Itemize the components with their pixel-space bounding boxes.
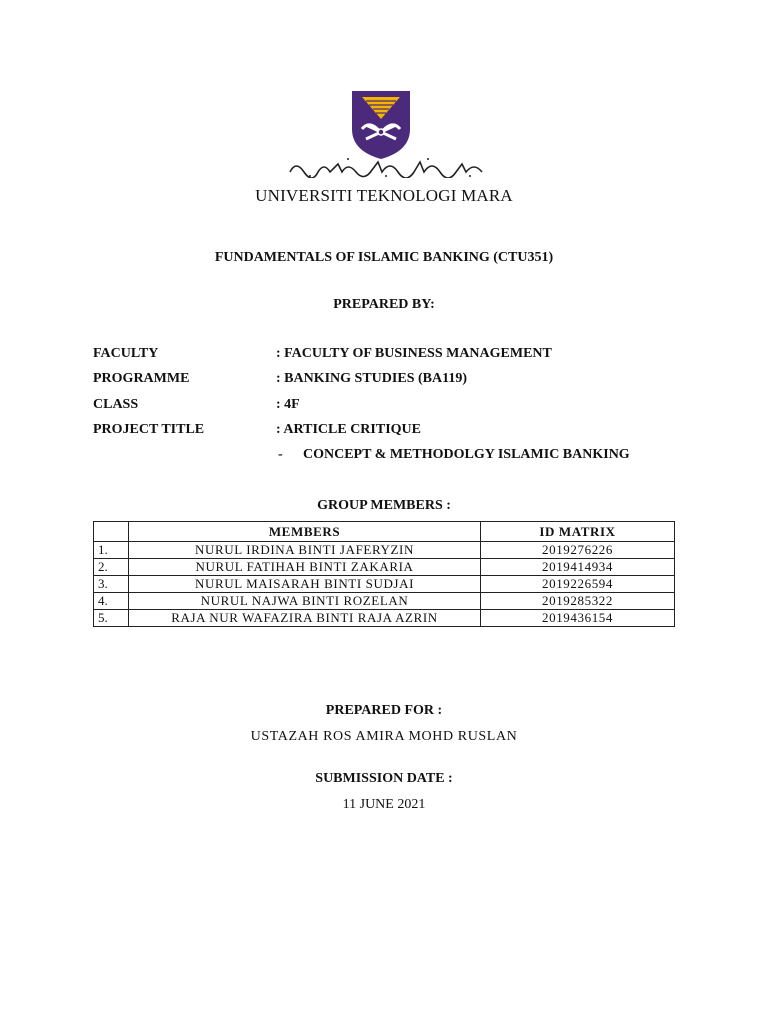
member-id: 2019285322 [481,593,675,610]
column-header-members: MEMBERS [129,522,481,542]
row-number: 3. [94,576,129,593]
university-logo [246,86,522,226]
member-name: NURUL MAISARAH BINTI SUDJAI [129,576,481,593]
group-members-heading: GROUP MEMBERS : [317,498,451,513]
member-name: RAJA NUR WAFAZIRA BINTI RAJA AZRIN [129,610,481,627]
info-value: : BANKING STUDIES (BA119) [276,371,467,386]
prepared-by-heading: PREPARED BY: [333,297,435,312]
info-value: : 4F [276,397,300,412]
submission-date-heading: SUBMISSION DATE : [315,771,453,786]
table-row [94,576,675,593]
info-value: : FACULTY OF BUSINESS MANAGEMENT [276,346,552,361]
member-id: 2019276226 [481,542,675,559]
member-name: NURUL NAJWA BINTI ROZELAN [129,593,481,610]
info-label: FACULTY [93,346,159,361]
members-table [93,521,675,627]
table-header-row [94,522,675,542]
column-header-id-matrix: ID MATRIX [481,522,675,542]
project-subtitle-text: CONCEPT & METHODOLGY ISLAMIC BANKING [303,447,630,462]
table-row [94,610,675,627]
member-id: 2019226594 [481,576,675,593]
jawi-lettering-icon [286,156,486,178]
prepared-for-heading: PREPARED FOR : [325,703,443,718]
member-name: NURUL FATIHAH BINTI ZAKARIA [129,559,481,576]
uitm-crest-icon [350,89,412,161]
info-label: PROGRAMME [93,371,190,386]
info-label: PROJECT TITLE [93,422,205,437]
row-number: 5. [94,610,129,627]
lecturer-name: USTAZAH ROS AMIRA MOHD RUSLAN [250,729,518,744]
table-row [94,593,675,610]
info-value: : ARTICLE CRITIQUE [276,422,421,437]
bullet-dash: - [278,447,283,462]
member-id: 2019436154 [481,610,675,627]
submission-date: 11 JUNE 2021 [342,797,426,812]
column-header-no [94,522,129,542]
row-number: 2. [94,559,129,576]
university-name: UNIVERSITI TEKNOLOGI MARA [255,186,513,205]
row-number: 1. [94,542,129,559]
table-row [94,559,675,576]
member-id: 2019414934 [481,559,675,576]
course-title: FUNDAMENTALS OF ISLAMIC BANKING (CTU351) [214,250,554,265]
member-name: NURUL IRDINA BINTI JAFERYZIN [129,542,481,559]
row-number: 4. [94,593,129,610]
table-row [94,542,675,559]
info-label: CLASS [93,397,139,412]
